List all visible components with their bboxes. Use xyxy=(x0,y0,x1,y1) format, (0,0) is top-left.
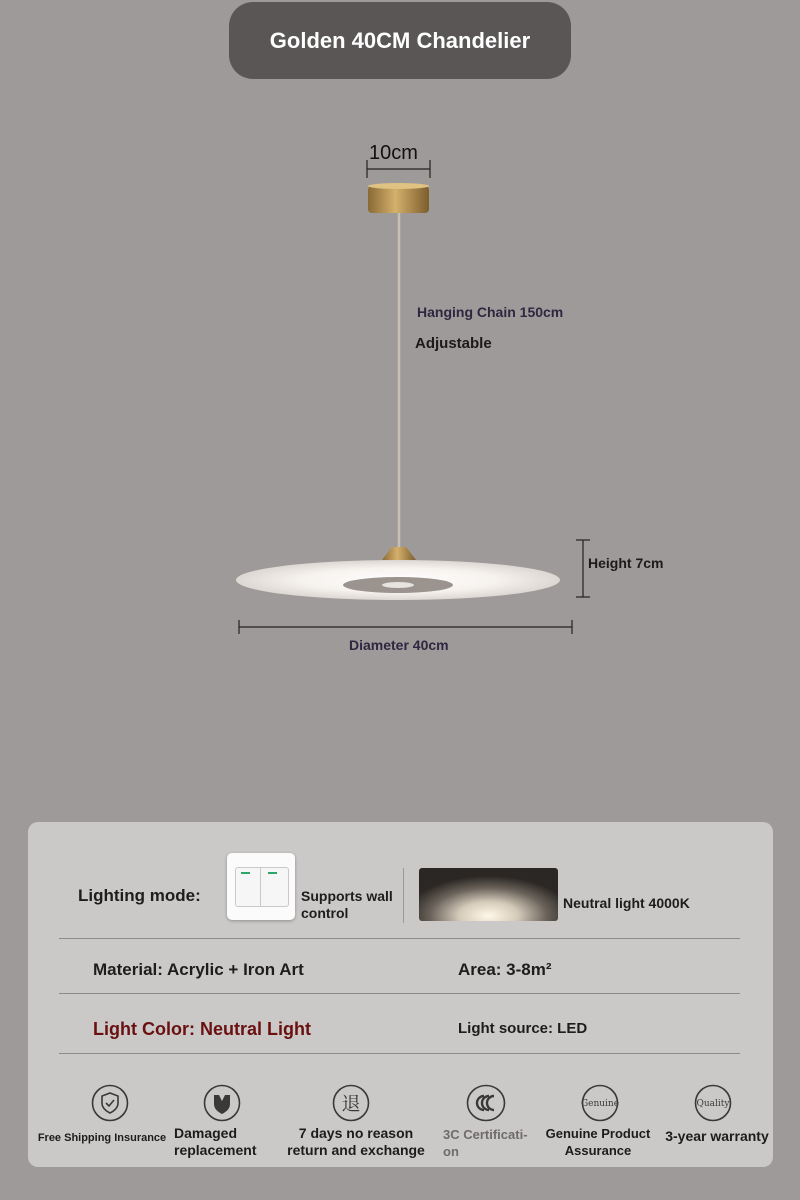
wall-switch-icon xyxy=(227,853,295,920)
genuine-icon-glyph: Genuine xyxy=(580,1099,620,1109)
service-damaged-replacement: Damaged replacement xyxy=(174,1125,257,1158)
service-warranty: 3-year warranty xyxy=(665,1128,769,1144)
light-source-label: Light source: LED xyxy=(458,1020,588,1037)
diameter-label: Diameter 40cm xyxy=(349,637,449,653)
diameter-dimension xyxy=(239,620,572,634)
quality-icon xyxy=(693,1084,733,1122)
canopy-width-label: 10cm xyxy=(369,142,418,164)
neutral-light-swatch xyxy=(419,868,558,921)
quality-icon-glyph: Quality xyxy=(696,1099,730,1109)
wall-control-label: Supports wall control xyxy=(301,888,393,921)
row-divider xyxy=(59,1053,740,1054)
genuine-icon xyxy=(580,1084,620,1122)
row-divider xyxy=(59,938,740,939)
return-icon-glyph: 退 xyxy=(341,1093,361,1115)
broken-shield-icon xyxy=(203,1084,241,1122)
service-3c-certification: 3C Certificati-on xyxy=(443,1127,528,1159)
adjustable-label: Adjustable xyxy=(415,335,492,352)
spec-panel xyxy=(28,822,773,1167)
row-divider xyxy=(59,993,740,994)
material-label: Material: Acrylic + Iron Art xyxy=(93,960,304,979)
light-color-label: Light Color: Neutral Light xyxy=(93,1019,311,1039)
height-label: Height 7cm xyxy=(588,555,664,571)
return-icon xyxy=(332,1084,370,1122)
service-free-shipping: Free Shipping Insurance xyxy=(37,1132,167,1144)
lamp-disc xyxy=(236,560,560,600)
shield-check-icon xyxy=(91,1084,129,1122)
page-title-text: Golden 40CM Chandelier xyxy=(269,27,531,53)
area-label: Area: 3-8m² xyxy=(458,960,552,979)
service-return-exchange: 7 days no reason return and exchange xyxy=(287,1125,425,1158)
canopy xyxy=(368,183,429,213)
ccc-icon xyxy=(466,1084,506,1122)
vertical-divider xyxy=(403,868,404,923)
neutral-light-label: Neutral light 4000K xyxy=(563,895,690,911)
chain-length-label: Hanging Chain 150cm xyxy=(417,304,564,320)
lighting-mode-label: Lighting mode: xyxy=(78,886,201,905)
service-genuine-product: Genuine Product Assurance xyxy=(545,1126,651,1158)
lamp-fitting xyxy=(382,547,416,560)
